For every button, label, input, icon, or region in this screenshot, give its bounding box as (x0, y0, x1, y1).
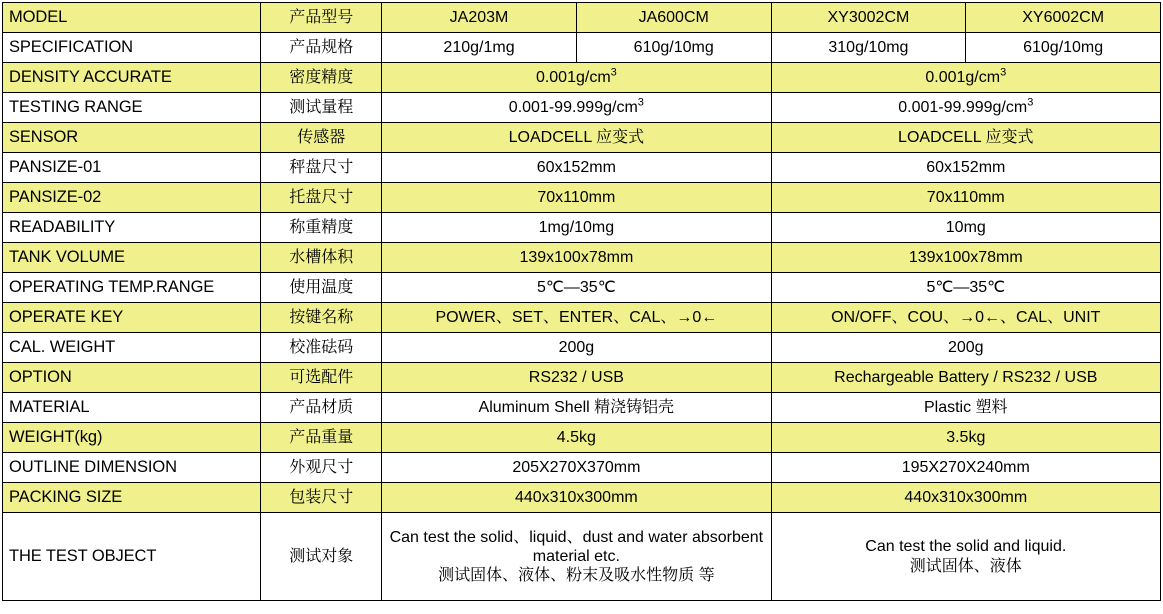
row-label-en: CAL. WEIGHT (3, 333, 261, 363)
row-label-cn: 产品型号 (261, 3, 382, 33)
table-cell: Rechargeable Battery / RS232 / USB (771, 363, 1160, 393)
table-cell: 10mg (771, 213, 1160, 243)
row-label-en: OUTLINE DIMENSION (3, 453, 261, 483)
row-label-cn: 传感器 (261, 123, 382, 153)
table-cell: Aluminum Shell 精浇铸铝壳 (382, 393, 771, 423)
table-cell: POWER、SET、ENTER、CAL、→0← (382, 303, 771, 333)
row-label-en: TESTING RANGE (3, 93, 261, 123)
table-cell: $0.001-99.999g/cm^3$ (771, 93, 1160, 123)
table-cell: 5℃—35℃ (771, 273, 1160, 303)
row-label-en: DENSITY ACCURATE (3, 63, 261, 93)
table-cell: 610g/10mg (966, 33, 1161, 63)
table-row (3, 333, 1161, 363)
table-cell: JA203M (382, 3, 577, 33)
table-cell: 205X270X370mm (382, 453, 771, 483)
row-label-en: READABILITY (3, 213, 261, 243)
row-label-cn: 秤盘尺寸 (261, 153, 382, 183)
table-cell: $0.001g/cm^3$ (771, 63, 1160, 93)
row-label-cn: 外观尺寸 (261, 453, 382, 483)
row-label-en: PACKING SIZE (3, 483, 261, 513)
table-cell: 4.5kg (382, 423, 771, 453)
table-row (3, 453, 1161, 483)
row-label-en: OPERATING TEMP.RANGE (3, 273, 261, 303)
table-cell: 70x110mm (382, 183, 771, 213)
table-cell: 1mg/10mg (382, 213, 771, 243)
table-row (3, 93, 1161, 123)
row-label-cn: 托盘尺寸 (261, 183, 382, 213)
table-row (3, 273, 1161, 303)
table-cell: $0.001-99.999g/cm^3$ (382, 93, 771, 123)
table-cell: 60x152mm (771, 153, 1160, 183)
table-cell: 60x152mm (382, 153, 771, 183)
table-cell: Can test the solid and liquid. 测试固体、液体 (771, 513, 1160, 601)
table-row (3, 423, 1161, 453)
table-cell: XY3002CM (771, 3, 966, 33)
row-label-cn: 测试对象 (261, 513, 382, 601)
row-label-en: TANK VOLUME (3, 243, 261, 273)
table-cell: RS232 / USB (382, 363, 771, 393)
table-row (3, 303, 1161, 333)
row-label-en: PANSIZE-02 (3, 183, 261, 213)
table-cell: 610g/10mg (576, 33, 771, 63)
row-label-en: THE TEST OBJECT (3, 513, 261, 601)
table-cell: 139x100x78mm (382, 243, 771, 273)
row-label-en: MATERIAL (3, 393, 261, 423)
table-cell: 310g/10mg (771, 33, 966, 63)
table-row (3, 3, 1161, 33)
row-label-cn: 产品规格 (261, 33, 382, 63)
row-label-en: WEIGHT(kg) (3, 423, 261, 453)
table-row (3, 123, 1161, 153)
table-cell: Plastic 塑料 (771, 393, 1160, 423)
row-label-en: PANSIZE-01 (3, 153, 261, 183)
table-cell: 440x310x300mm (382, 483, 771, 513)
table-row (3, 63, 1161, 93)
row-label-en: OPTION (3, 363, 261, 393)
row-label-cn: 测试量程 (261, 93, 382, 123)
table-row (3, 363, 1161, 393)
row-label-en: OPERATE KEY (3, 303, 261, 333)
table-cell: LOADCELL 应变式 (382, 123, 771, 153)
row-label-cn: 产品材质 (261, 393, 382, 423)
table-cell: 3.5kg (771, 423, 1160, 453)
row-label-cn: 称重精度 (261, 213, 382, 243)
table-row (3, 483, 1161, 513)
table-cell: $0.001g/cm^3$ (382, 63, 771, 93)
table-cell: XY6002CM (966, 3, 1161, 33)
table-cell: 5℃—35℃ (382, 273, 771, 303)
table-cell: JA600CM (576, 3, 771, 33)
row-label-cn: 包装尺寸 (261, 483, 382, 513)
table-cell: 139x100x78mm (771, 243, 1160, 273)
specification-table (2, 2, 1161, 601)
row-label-cn: 校准砝码 (261, 333, 382, 363)
table-cell: ON/OFF、COU、→0←、CAL、UNIT (771, 303, 1160, 333)
table-row (3, 243, 1161, 273)
table-cell: 70x110mm (771, 183, 1160, 213)
table-row (3, 183, 1161, 213)
row-label-cn: 使用温度 (261, 273, 382, 303)
table-cell: 200g (382, 333, 771, 363)
table-cell: Can test the solid、liquid、dust and water absorbent material etc. 测试固体、液体、粉末及吸水性物质 等 (382, 513, 771, 601)
table-row (3, 153, 1161, 183)
row-label-cn: 产品重量 (261, 423, 382, 453)
table-row (3, 513, 1161, 601)
row-label-en: SPECIFICATION (3, 33, 261, 63)
row-label-cn: 密度精度 (261, 63, 382, 93)
row-label-cn: 可选配件 (261, 363, 382, 393)
table-row (3, 33, 1161, 63)
table-cell: 210g/1mg (382, 33, 577, 63)
row-label-en: SENSOR (3, 123, 261, 153)
table-cell: LOADCELL 应变式 (771, 123, 1160, 153)
table-cell: 195X270X240mm (771, 453, 1160, 483)
table-cell: 440x310x300mm (771, 483, 1160, 513)
table-row (3, 213, 1161, 243)
table-cell: 200g (771, 333, 1160, 363)
table-row (3, 393, 1161, 423)
row-label-en: MODEL (3, 3, 261, 33)
row-label-cn: 按键名称 (261, 303, 382, 333)
row-label-cn: 水槽体积 (261, 243, 382, 273)
